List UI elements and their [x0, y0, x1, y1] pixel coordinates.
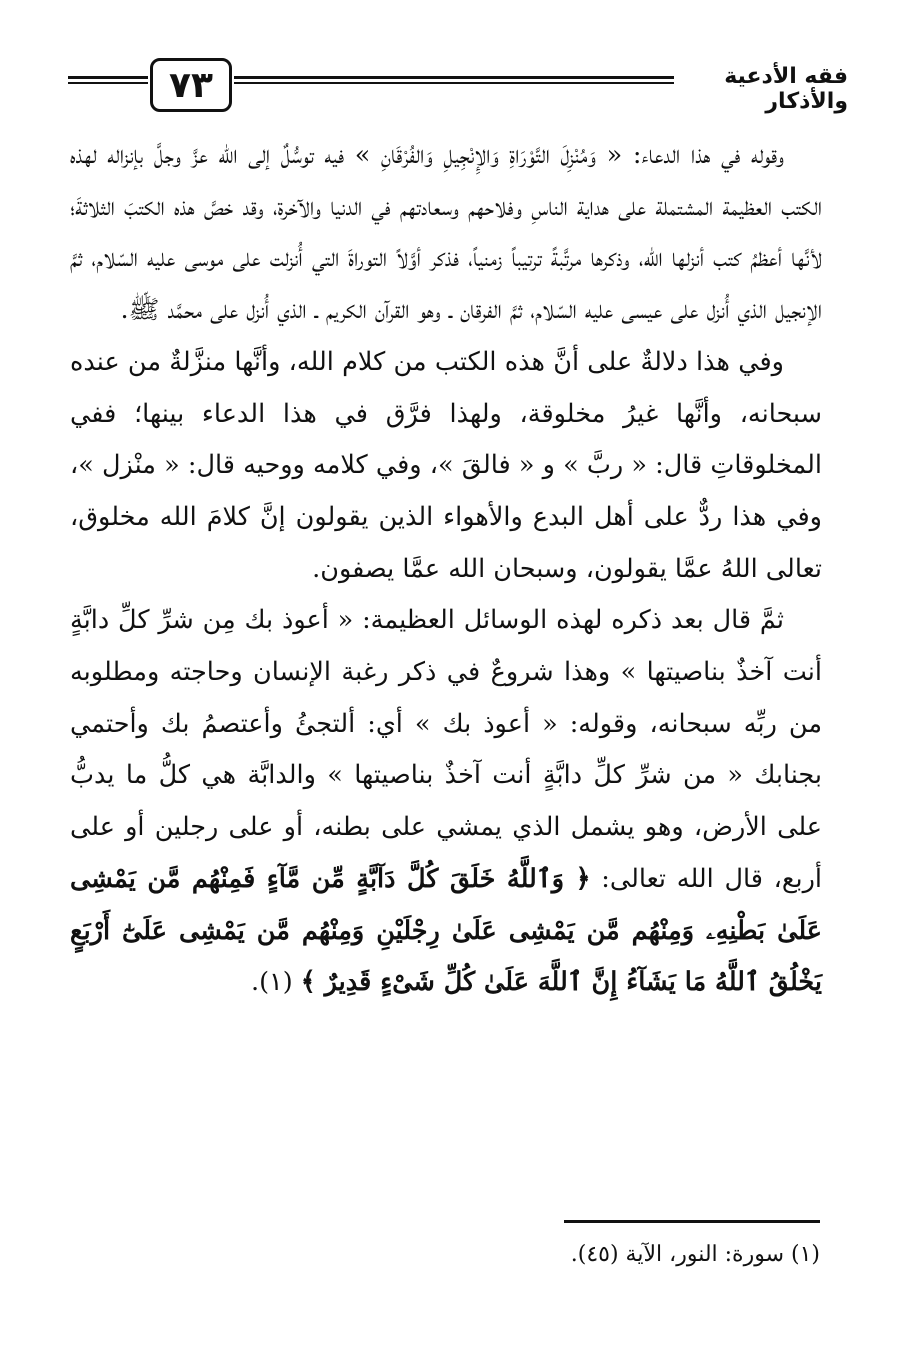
- footnote-marker: (١).: [250, 967, 301, 998]
- footnote: (١) سورة: النور، الآية (٤٥).: [570, 1242, 820, 1267]
- paragraph-2: وفي هذا دلالةٌ على أنَّ هذه الكتب من كلام الله، وأنَّها منزَّلةٌ من عنده سبحانه، وأنَّها غيرُ مخلوقة، ولهذا فرَّق في هذا الدعاء بينها؛ ففي المخلوقاتِ قال: « ربَّ » و « فالقَ »، وفي كلامه ووحيه قال: « منْزل »، وفي هذا ردٌّ على أهل البدع والأهواء الذين يقولون إنَّ كلامَ الله مخلوق، تعالى اللهُ عمَّا يقولون، وسبحان الله عمَّا يصفون.: [70, 346, 822, 584]
- header-rule-right: [234, 76, 674, 90]
- main-text: [70, 130, 822, 1009]
- quran-verse: ﴿ وَٱللَّهُ خَلَقَ كُلَّ دَآبَّةٍ مِّن مَّآءٍ فَمِنْهُم مَّن يَمْشِى عَلَىٰ بَطْنِهِۦ وَمِنْهُم مَّن يَمْشِى عَلَىٰ رِجْلَيْنِ وَمِنْهُم مَّن يَمْشِى عَلَىٰٓ أَرْبَعٍ يَخْلُقُ ٱللَّهُ مَا يَشَآءُ إِنَّ ٱللَّهَ عَلَىٰ كُلِّ شَىْءٍ قَدِيرٌ ﴾: [70, 863, 822, 998]
- running-title: فقه الأدعية والأذكار: [724, 64, 848, 114]
- page-header: [68, 52, 848, 122]
- paragraph-1: وقوله في هذا الدعاء: « وَمُنْزِلَ التَّوْرَاةِ وَالإِنْجِيلِ وَالفُرْقَانِ » فيه توسُّلٌ إلى الله عزَّ وجلَّ بإنزاله لهذه الكتب العظيمة المشتملة على هداية الناسِ وفلاحهم وسعادتهم في الدنيا والآخرة، وقد خصَّ هذه الكتبَ الثلاثةَ؛ لأنَّها أعظمُ كتب أنزلها الله، وذكرها مرتَّبةً ترتيباً زمنياً، فذكر أوَّلاً التوراةَ التي أُنزلت على موسى عليه السّلام، ثمَّ الإنجيل الذي أُنزل على عيسى عليه السّلام، ثمَّ الفرقان ـ وهو القرآن الكريم ـ الذي أُنزل على محمَّد ﷺ.: [70, 140, 822, 326]
- paragraph-3: [70, 595, 822, 1009]
- paragraph-3-text: ثمَّ قال بعد ذكره لهذه الوسائل العظيمة: « أعوذ بك مِن شرِّ كلِّ دابَّةٍ أنت آخذٌ بناصيتها » وهذا شروعٌ في ذكر رغبة الإنسان وحاجته ومطلوبه من ربِّه سبحانه، وقوله: « أعوذ بك » أي: ألتجئُ وأعتصمُ بك وأحتمي بجنابك « من شرِّ كلِّ دابَّةٍ أنت آخذٌ بناصيتها » والدابَّة هي كلُّ ما يدبُّ على الأرض، وهو يشمل الذي يمشي على بطنه، أو على رجلين أو على أربع، قال الله تعالى:: [70, 605, 822, 894]
- footnote-divider: [564, 1220, 820, 1223]
- header-rule-left: [68, 76, 148, 90]
- page-number: ٧٣: [150, 58, 232, 112]
